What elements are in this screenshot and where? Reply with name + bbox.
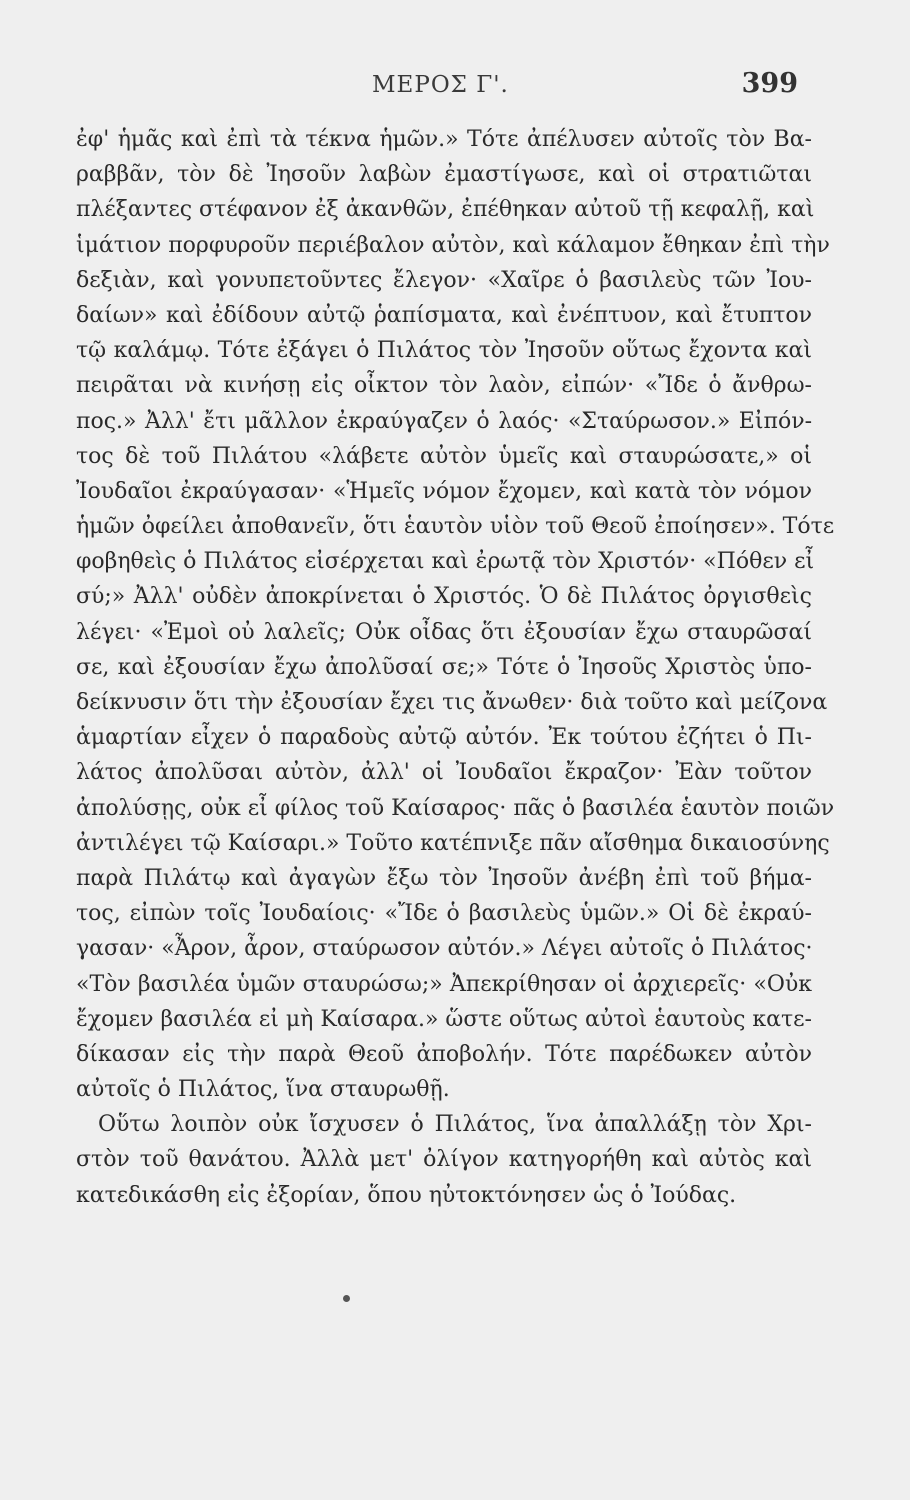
text-line: δαίων» καὶ ἐδίδουν αὐτῷ ῥαπίσματα, καὶ ἐνέπτυον, καὶ ἔτυπτον: [76, 302, 812, 328]
text-line: αὐτοῖς ὁ Πιλάτος, ἵνα σταυρωθῇ.: [76, 1077, 450, 1103]
text-line: κατεδικάσθη εἰς ἐξορίαν, ὅπου ηὐτοκτόνησεν ὡς ὁ Ἰούδας.: [76, 1182, 737, 1208]
text-line: ἱμάτιον πορφυροῦν περιέβαλον αὐτὸν, καὶ κάλαμον ἔθηκαν ἐπὶ τὴν: [76, 232, 830, 258]
text-line: λέγει· «Ἐμοὶ οὐ λαλεῖς; Οὐκ οἶδας ὅτι ἐξουσίαν ἔχω σταυρῶσαί: [76, 619, 812, 645]
text-line: τος δὲ τοῦ Πιλάτου «λάβετε αὐτὸν ὑμεῖς καὶ σταυρώσατε,» οἱ: [76, 443, 812, 469]
text-line: πος.» Ἀλλ' ἔτι μᾶλλον ἐκραύγαζεν ὁ λαός· «Σταύρωσον.» Εἰπόν-: [76, 408, 812, 434]
text-line: δεξιὰν, καὶ γονυπετοῦντες ἔλεγον· «Χαῖρε ὁ βασιλεὺς τῶν Ἰου-: [76, 267, 812, 293]
text-line: «Τὸν βασιλέα ὑμῶν σταυρώσω;» Ἀπεκρίθησαν οἱ ἀρχιερεῖς· «Οὐκ: [76, 971, 812, 997]
text-line: δείκνυσιν ὅτι τὴν ἐξουσίαν ἔχει τις ἄνωθεν· διὰ τοῦτο καὶ μείζονα: [76, 690, 828, 715]
text-line: ἁμαρτίαν εἶχεν ὁ παραδοὺς αὐτῷ αὐτόν. Ἐκ τούτου ἐζήτει ὁ Πι-: [76, 725, 812, 751]
text-line: παρὰ Πιλάτῳ καὶ ἀγαγὼν ἔξω τὸν Ἰησοῦν ἀνέβη ἐπὶ τοῦ βήμα-: [76, 865, 812, 891]
text-line: πλέξαντες στέφανον ἐξ ἀκανθῶν, ἐπέθηκαν αὐτοῦ τῇ κεφαλῇ, καὶ: [76, 197, 815, 223]
text-line: τος, εἰπὼν τοῖς Ἰουδαίοις· «Ἴδε ὁ βασιλεὺς ὑμῶν.» Οἱ δὲ ἐκραύ-: [76, 901, 812, 927]
text-line: φοβηθεὶς ὁ Πιλάτος εἰσέρχεται καὶ ἐρωτᾷ τὸν Χριστόν· «Πόθεν εἶ: [76, 549, 815, 575]
text-line: ἐφ' ἡμᾶς καὶ ἐπὶ τὰ τέκνα ἡμῶν.» Τότε ἀπέλυσεν αὐτοῖς τὸν Βα-: [76, 127, 812, 152]
body-text: [76, 122, 835, 1213]
text-line: τῷ καλάμῳ. Τότε ἐξάγει ὁ Πιλάτος τὸν Ἰησοῦν οὕτως ἔχοντα καὶ: [76, 338, 812, 364]
text-line: Οὕτω λοιπὸν οὐκ ἴσχυσεν ὁ Πιλάτος, ἵνα ἀπαλλάξῃ τὸν Χρι-: [98, 1112, 812, 1138]
text-line: ἡμῶν ὀφείλει ἀποθανεῖν, ὅτι ἑαυτὸν υἱὸν τοῦ Θεοῦ ἐποίησεν». Τότε: [76, 514, 835, 540]
text-line: ἀπολύσῃς, οὐκ εἶ φίλος τοῦ Καίσαρος· πᾶς ὁ βασιλέα ἑαυτὸν ποιῶν: [76, 795, 835, 821]
text-line: ραββᾶν, τὸν δὲ Ἰησοῦν λαβὼν ἐμαστίγωσε, καὶ οἱ στρατιῶται: [76, 162, 812, 188]
text-line: στὸν τοῦ θανάτου. Ἀλλὰ μετ' ὀλίγον κατηγορήθη καὶ αὐτὸς καὶ: [76, 1147, 812, 1173]
page-number: 399: [741, 68, 798, 99]
page-header: [0, 68, 910, 112]
text-line: πειρᾶται νὰ κινήσῃ εἰς οἶκτον τὸν λαὸν, εἰπών· «Ἴδε ὁ ἄνθρω-: [76, 373, 812, 399]
text-line: λάτος ἀπολῦσαι αὐτὸν, ἀλλ' οἱ Ἰουδαῖοι ἔκραζον· Ἐὰν τοῦτον: [76, 760, 812, 786]
text-line: Ἰουδαῖοι ἐκραύγασαν· «Ἡμεῖς νόμον ἔχομεν, καὶ κατὰ τὸν νόμον: [76, 478, 812, 504]
running-head: ΜΕΡΟΣ Γ'.: [372, 72, 509, 98]
text-line: ἔχομεν βασιλέα εἰ μὴ Καίσαρα.» ὥστε οὕτως αὐτοὶ ἑαυτοὺς κατε-: [76, 1006, 812, 1032]
text-line: γασαν· «Ἆρον, ἆρον, σταύρωσον αὐτόν.» Λέγει αὐτοῖς ὁ Πιλάτος·: [76, 936, 813, 962]
text-line: ἀντιλέγει τῷ Καίσαρι.» Τοῦτο κατέπνιξε πᾶν αἴσθημα δικαιοσύνης: [76, 830, 830, 856]
text-line: σε, καὶ ἐξουσίαν ἔχω ἀπολῦσαί σε;» Τότε ὁ Ἰησοῦς Χριστὸς ὑπο-: [76, 654, 812, 680]
text-line: σύ;» Ἀλλ' οὐδὲν ἀποκρίνεται ὁ Χριστός. Ὁ δὲ Πιλάτος ὀργισθεὶς: [76, 584, 812, 610]
ink-dot: [343, 1295, 350, 1302]
text-line: δίκασαν εἰς τὴν παρὰ Θεοῦ ἀποβολήν. Τότε παρέδωκεν αὐτὸν: [76, 1041, 812, 1067]
